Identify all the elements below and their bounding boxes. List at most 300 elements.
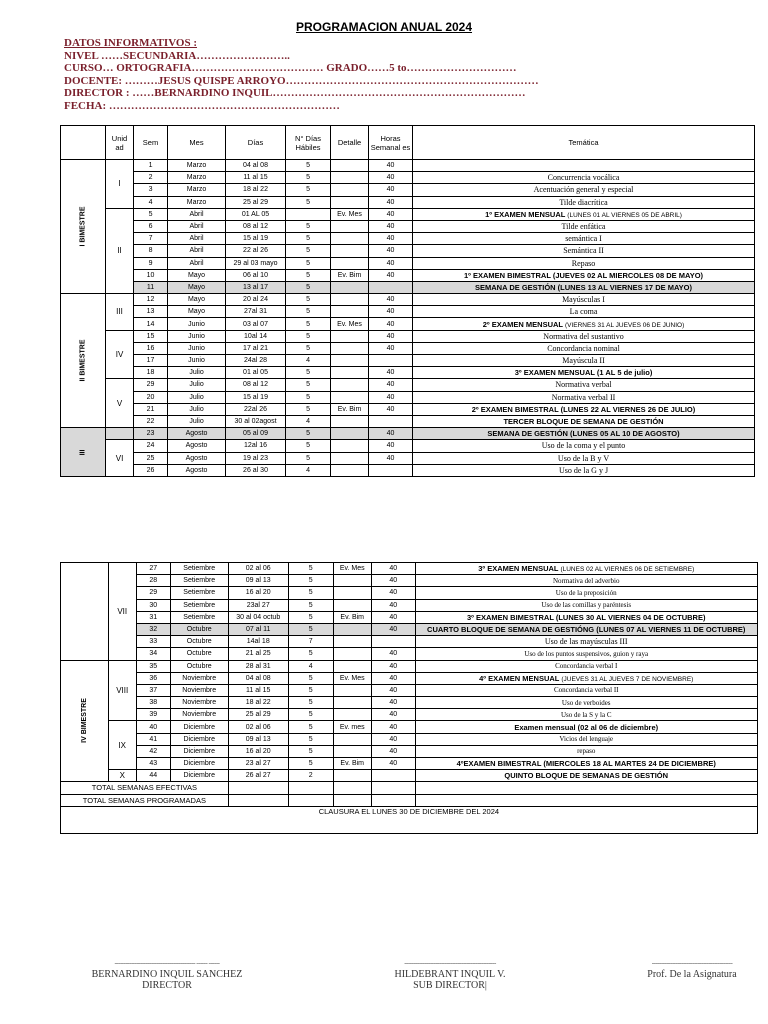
- cell-hab: 5: [288, 623, 333, 635]
- cell-sem: 3: [134, 184, 168, 196]
- cell-hab: 7: [288, 636, 333, 648]
- cell-mes: Mayo: [168, 269, 226, 281]
- cell-mes: Diciembre: [170, 745, 228, 757]
- table-row: [61, 184, 755, 196]
- cell-det: [333, 745, 371, 757]
- cell-dias: 05 al 09: [226, 428, 286, 440]
- cell-tematica: Uso de la S y la C: [415, 709, 757, 721]
- cell-det: [331, 257, 369, 269]
- table-row: [61, 342, 755, 354]
- cell-hrs: [369, 355, 413, 367]
- cell-tematica: Normativa del sustantivo: [413, 330, 755, 342]
- table-row: [61, 709, 758, 721]
- bimestre-cell: II BIMESTRE: [61, 294, 106, 428]
- cell-dias: 04 al 08: [228, 672, 288, 684]
- signature-director: -------------------------------------------- ------ ------ BERNARDINO INQUIL SANCHEZ DIRECTOR: [91, 959, 243, 991]
- cell-dias: 22 al 26: [226, 245, 286, 257]
- table-row: [61, 172, 755, 184]
- cell-hrs: [369, 415, 413, 427]
- header-dias: Días: [226, 126, 286, 160]
- cell-hrs: 40: [371, 745, 415, 757]
- cell-hrs: 40: [371, 733, 415, 745]
- cell-sem: 2: [134, 172, 168, 184]
- cell-sem: 29: [134, 379, 168, 391]
- cell-mes: Setiembre: [170, 587, 228, 599]
- cell-hrs: 40: [371, 563, 415, 575]
- cell-tematica: Acentuación general y especial: [413, 184, 755, 196]
- cell-mes: Marzo: [168, 160, 226, 172]
- cell-hrs: 40: [371, 672, 415, 684]
- unidad-cell: I: [106, 160, 134, 209]
- empty-cell: [288, 782, 333, 794]
- cell-mes: Setiembre: [170, 599, 228, 611]
- cell-dias: 11 al 15: [228, 684, 288, 696]
- cell-mes: Junio: [168, 342, 226, 354]
- cell-hrs: 40: [369, 452, 413, 464]
- cell-hrs: 40: [369, 403, 413, 415]
- signature-profesor: -------------------------------------------- Prof. De la Asignatura: [647, 959, 737, 980]
- cell-det: [331, 184, 369, 196]
- cell-hrs: 40: [369, 233, 413, 245]
- cell-mes: Julio: [168, 403, 226, 415]
- cell-hab: 5: [286, 269, 331, 281]
- cell-sem: 9: [134, 257, 168, 269]
- cell-dias: 19 al 23: [226, 452, 286, 464]
- cell-sem: 6: [134, 220, 168, 232]
- cell-det: [331, 294, 369, 306]
- cell-tematica: TERCER BLOQUE DE SEMANA DE GESTIÓN: [413, 415, 755, 427]
- cell-tematica: Tilde enfática: [413, 220, 755, 232]
- cell-tematica: Uso de la B y V: [413, 452, 755, 464]
- cell-tematica: 2º EXAMEN BIMESTRAL (LUNES 22 AL VIERNES 26 DE JULIO): [413, 403, 755, 415]
- unidad-cell: IX: [108, 721, 136, 770]
- cell-mes: Abril: [168, 233, 226, 245]
- cell-sem: 18: [134, 367, 168, 379]
- cell-sem: 17: [134, 355, 168, 367]
- cell-hab: 5: [286, 257, 331, 269]
- cell-det: [333, 770, 371, 782]
- cell-dias: 30 al 04 octub: [228, 611, 288, 623]
- cell-hab: 5: [286, 281, 331, 293]
- cell-mes: Mayo: [168, 294, 226, 306]
- cell-dias: 06 al 10: [226, 269, 286, 281]
- unidad-cell: VIII: [108, 660, 136, 721]
- cell-hrs: 40: [369, 172, 413, 184]
- cell-hab: 5: [288, 672, 333, 684]
- cell-mes: Setiembre: [170, 575, 228, 587]
- cell-dias: 09 al 13: [228, 733, 288, 745]
- cell-det: [331, 220, 369, 232]
- cell-mes: Diciembre: [170, 721, 228, 733]
- cell-hab: 5: [288, 599, 333, 611]
- cell-hab: 5: [286, 403, 331, 415]
- table-row: [61, 464, 755, 476]
- cell-hrs: 40: [371, 648, 415, 660]
- cell-tematica: Uso de los puntos suspensivos, guion y raya: [415, 648, 757, 660]
- table-row: [61, 257, 755, 269]
- cell-hrs: [369, 281, 413, 293]
- cell-hab: 5: [286, 440, 331, 452]
- cell-mes: Noviembre: [170, 684, 228, 696]
- cell-tematica: Concordancia verbal II: [415, 684, 757, 696]
- cell-tematica: La coma: [413, 306, 755, 318]
- cell-hab: 5: [286, 160, 331, 172]
- table-row: [61, 196, 755, 208]
- cell-dias: 23al 27: [228, 599, 288, 611]
- empty-cell: [333, 782, 371, 794]
- table-row: [61, 636, 758, 648]
- cell-det: [333, 587, 371, 599]
- cell-hrs: 40: [371, 599, 415, 611]
- cell-hab: 5: [288, 697, 333, 709]
- clausura-text: CLAUSURA EL LUNES 30 DE DICIEMBRE DEL 2024: [61, 806, 758, 833]
- cell-hab: 5: [286, 318, 331, 330]
- cell-hab: 5: [288, 563, 333, 575]
- cell-mes: Marzo: [168, 172, 226, 184]
- cell-tematica: Concordancia nominal: [413, 342, 755, 354]
- cell-sem: 29: [136, 587, 170, 599]
- unidad-cell: X: [108, 770, 136, 782]
- cell-tematica: 4ºEXAMEN BIMESTRAL (MIERCOLES 18 AL MARTES 24 DE DICIEMBRE): [415, 758, 757, 770]
- cell-dias: 07 al 11: [228, 623, 288, 635]
- cell-tematica: 3º EXAMEN MENSUAL (LUNES 02 AL VIERNES 06 DE SETIEMBRE): [415, 563, 757, 575]
- cell-hrs: 40: [369, 440, 413, 452]
- cell-tematica: SEMANA DE GESTIÓN (LUNES 05 AL 10 DE AGOSTO): [413, 428, 755, 440]
- cell-sem: 13: [134, 306, 168, 318]
- cell-det: [331, 367, 369, 379]
- cell-tematica: Normativa verbal II: [413, 391, 755, 403]
- cell-det: Ev. Mes: [331, 208, 369, 220]
- cell-sem: 21: [134, 403, 168, 415]
- schedule-table-1: [60, 125, 755, 477]
- cell-dias: 22al 26: [226, 403, 286, 415]
- cell-det: [333, 648, 371, 660]
- cell-sem: 7: [134, 233, 168, 245]
- info-docente: DOCENTE: ………JESUS QUISPE ARROYO……………………………………………………………: [64, 74, 539, 87]
- cell-sem: 30: [136, 599, 170, 611]
- bimestre-cell: IV BIMESTRE: [61, 660, 109, 782]
- table-row: [61, 648, 758, 660]
- cell-dias: 16 al 20: [228, 587, 288, 599]
- cell-dias: 01 al 05: [226, 367, 286, 379]
- cell-det: [333, 575, 371, 587]
- cell-dias: 29 al 03 mayo: [226, 257, 286, 269]
- cell-hab: 5: [286, 306, 331, 318]
- total-programadas-row: [61, 794, 758, 806]
- cell-det: Ev. Mes: [331, 318, 369, 330]
- cell-mes: Mayo: [168, 281, 226, 293]
- cell-sem: 27: [136, 563, 170, 575]
- cell-det: [331, 428, 369, 440]
- cell-hrs: 40: [371, 587, 415, 599]
- cell-hrs: 40: [369, 367, 413, 379]
- cell-hab: 5: [286, 294, 331, 306]
- cell-det: [331, 415, 369, 427]
- cell-tematica: Repaso: [413, 257, 755, 269]
- cell-sem: 31: [136, 611, 170, 623]
- cell-sem: 44: [136, 770, 170, 782]
- cell-dias: 14al 18: [228, 636, 288, 648]
- cell-mes: Julio: [168, 391, 226, 403]
- cell-hrs: 40: [369, 245, 413, 257]
- cell-mes: Agosto: [168, 428, 226, 440]
- cell-mes: Julio: [168, 367, 226, 379]
- table-row: [61, 330, 755, 342]
- cell-mes: Junio: [168, 355, 226, 367]
- cell-sem: 40: [136, 721, 170, 733]
- table-row: [61, 367, 755, 379]
- cell-mes: Abril: [168, 220, 226, 232]
- table-row: [61, 428, 755, 440]
- table-row: [61, 318, 755, 330]
- cell-mes: Noviembre: [170, 697, 228, 709]
- cell-sem: 5: [134, 208, 168, 220]
- cell-det: [333, 599, 371, 611]
- cell-sem: 15: [134, 330, 168, 342]
- cell-sem: 10: [134, 269, 168, 281]
- cell-mes: Octubre: [170, 648, 228, 660]
- cell-mes: Setiembre: [170, 611, 228, 623]
- header-horas: Horas Semanal es: [369, 126, 413, 160]
- cell-hrs: [369, 464, 413, 476]
- cell-mes: Agosto: [168, 464, 226, 476]
- table-row: [61, 452, 755, 464]
- cell-dias: 18 al 22: [228, 697, 288, 709]
- cell-hrs: 40: [371, 697, 415, 709]
- cell-det: [331, 464, 369, 476]
- table-row: [61, 306, 755, 318]
- cell-mes: Marzo: [168, 184, 226, 196]
- cell-mes: Octubre: [170, 660, 228, 672]
- cell-tematica: Concordancia verbal I: [415, 660, 757, 672]
- cell-dias: 01 AL 05: [226, 208, 286, 220]
- header-detalle: Detalle: [331, 126, 369, 160]
- total-efectivas-label: TOTAL SEMANAS EFECTIVAS: [61, 782, 229, 794]
- cell-hab: 2: [288, 770, 333, 782]
- cell-dias: 20 al 24: [226, 294, 286, 306]
- cell-hab: 4: [288, 660, 333, 672]
- cell-hrs: 40: [371, 611, 415, 623]
- cell-hab: [286, 208, 331, 220]
- cell-hrs: 40: [371, 709, 415, 721]
- cell-mes: Noviembre: [170, 709, 228, 721]
- cell-hrs: 40: [369, 379, 413, 391]
- unidad-cell: IV: [106, 330, 134, 379]
- table-row: [61, 440, 755, 452]
- table-row: [61, 355, 755, 367]
- cell-sem: 26: [134, 464, 168, 476]
- cell-tematica: Mayúsculas I: [413, 294, 755, 306]
- cell-sem: 32: [136, 623, 170, 635]
- table-row: [61, 208, 755, 220]
- cell-mes: Abril: [168, 257, 226, 269]
- cell-mes: Julio: [168, 415, 226, 427]
- header-dias-habiles: N° Días Hábiles: [286, 126, 331, 160]
- cell-det: [333, 733, 371, 745]
- cell-mes: Abril: [168, 208, 226, 220]
- table-row: [61, 684, 758, 696]
- info-nivel: NIVEL ……SECUNDARIA……………………..: [64, 49, 290, 62]
- cell-tematica: Uso de la G y J: [413, 464, 755, 476]
- cell-mes: Mayo: [168, 306, 226, 318]
- cell-hrs: 40: [371, 575, 415, 587]
- cell-tematica: Uso de las mayúsculas III: [415, 636, 757, 648]
- bimestre-cell: III: [61, 428, 106, 477]
- cell-hab: 5: [286, 452, 331, 464]
- cell-det: [333, 623, 371, 635]
- cell-dias: 02 al 06: [228, 563, 288, 575]
- empty-cell: [415, 782, 757, 794]
- cell-tematica: Uso de la preposición: [415, 587, 757, 599]
- cell-dias: 08 al 12: [226, 220, 286, 232]
- cell-dias: 27al 31: [226, 306, 286, 318]
- cell-tematica: Uso de verboides: [415, 697, 757, 709]
- cell-sem: 38: [136, 697, 170, 709]
- cell-det: [333, 697, 371, 709]
- cell-dias: 23 al 27: [228, 758, 288, 770]
- table-row: [61, 697, 758, 709]
- cell-hab: 5: [288, 745, 333, 757]
- table-row: [61, 745, 758, 757]
- cell-hab: 5: [286, 233, 331, 245]
- table-row: [61, 758, 758, 770]
- cell-hrs: [371, 770, 415, 782]
- cell-tematica: [413, 160, 755, 172]
- cell-det: [331, 355, 369, 367]
- cell-tematica: Mayúscula II: [413, 355, 755, 367]
- cell-dias: 03 al 07: [226, 318, 286, 330]
- cell-tematica: Tilde diacrítica: [413, 196, 755, 208]
- cell-dias: 17 al 21: [226, 342, 286, 354]
- cell-mes: Diciembre: [170, 758, 228, 770]
- cell-dias: 26 al 27: [228, 770, 288, 782]
- cell-det: Ev. Bim: [331, 403, 369, 415]
- cell-mes: Junio: [168, 318, 226, 330]
- unidad-cell: III: [106, 294, 134, 331]
- cell-sem: 24: [134, 440, 168, 452]
- cell-det: [333, 684, 371, 696]
- unidad-cell: [106, 428, 134, 440]
- table-row: [61, 672, 758, 684]
- table-row: [61, 403, 755, 415]
- header-bimestre: [61, 126, 106, 160]
- cell-hab: 4: [286, 355, 331, 367]
- cell-dias: 13 al 17: [226, 281, 286, 293]
- cell-det: [331, 306, 369, 318]
- cell-mes: Noviembre: [170, 672, 228, 684]
- table-row: [61, 415, 755, 427]
- cell-tematica: 3º EXAMEN MENSUAL (1 AL 5 de julio): [413, 367, 755, 379]
- cell-dias: 11 al 15: [226, 172, 286, 184]
- cell-tematica: 3º EXAMEN BIMESTRAL (LUNES 30 AL VIERNES 04 DE OCTUBRE): [415, 611, 757, 623]
- cell-hrs: 40: [369, 220, 413, 232]
- cell-hab: 5: [286, 196, 331, 208]
- cell-hab: 4: [286, 464, 331, 476]
- unidad-cell: VI: [106, 440, 134, 477]
- cell-dias: 15 al 19: [226, 391, 286, 403]
- document-title: PROGRAMACION ANUAL 2024: [295, 20, 473, 34]
- cell-tematica: 1º EXAMEN BIMESTRAL (JUEVES 02 AL MIERCOLES 08 DE MAYO): [413, 269, 755, 281]
- cell-hrs: 40: [369, 342, 413, 354]
- cell-dias: 04 al 08: [226, 160, 286, 172]
- cell-hrs: 40: [369, 257, 413, 269]
- cell-dias: 21 al 25: [228, 648, 288, 660]
- cell-det: Ev. Bim: [333, 611, 371, 623]
- table-row: [61, 391, 755, 403]
- cell-sem: 43: [136, 758, 170, 770]
- cell-mes: Agosto: [168, 452, 226, 464]
- info-heading: DATOS INFORMATIVOS :: [64, 37, 198, 49]
- empty-cell: [415, 794, 757, 806]
- cell-hab: 5: [286, 245, 331, 257]
- cell-det: [331, 330, 369, 342]
- cell-dias: 10al 14: [226, 330, 286, 342]
- cell-tematica: SEMANA DE GESTIÓN (LUNES 13 AL VIERNES 17 DE MAYO): [413, 281, 755, 293]
- cell-hab: 4: [286, 415, 331, 427]
- cell-tematica: Normativa del adverbio: [415, 575, 757, 587]
- cell-hab: 5: [286, 428, 331, 440]
- cell-sem: 25: [134, 452, 168, 464]
- cell-mes: Julio: [168, 379, 226, 391]
- table-row: [61, 294, 755, 306]
- table-row: [61, 563, 758, 575]
- cell-det: Ev. Mes: [333, 563, 371, 575]
- cell-mes: Diciembre: [170, 733, 228, 745]
- info-block: [64, 37, 539, 112]
- cell-hab: 5: [288, 709, 333, 721]
- cell-dias: 26 al 30: [226, 464, 286, 476]
- cell-hrs: 40: [369, 294, 413, 306]
- cell-sem: 37: [136, 684, 170, 696]
- schedule-table-2: [60, 562, 758, 834]
- cell-det: Ev. Mes: [333, 672, 371, 684]
- cell-hrs: 40: [371, 758, 415, 770]
- cell-dias: 12al 16: [226, 440, 286, 452]
- total-efectivas-row: [61, 782, 758, 794]
- table-row: [61, 220, 755, 232]
- cell-dias: 24al 28: [226, 355, 286, 367]
- header-sem: Sem: [134, 126, 168, 160]
- cell-sem: 4: [134, 196, 168, 208]
- cell-sem: 8: [134, 245, 168, 257]
- cell-tematica: Concurrencia vocálica: [413, 172, 755, 184]
- unidad-cell: II: [106, 208, 134, 293]
- cell-det: [331, 452, 369, 464]
- cell-hab: 5: [288, 733, 333, 745]
- cell-hrs: 40: [369, 306, 413, 318]
- info-curso: CURSO… ORTOGRAFIA……………………………… GRADO……5 to…………………………: [64, 62, 517, 74]
- cell-dias: 15 al 19: [226, 233, 286, 245]
- cell-dias: 25 al 29: [228, 709, 288, 721]
- cell-det: Ev. Bim: [331, 269, 369, 281]
- cell-sem: 1: [134, 160, 168, 172]
- cell-det: [331, 196, 369, 208]
- cell-hrs: 40: [369, 330, 413, 342]
- header-tematica: Temática: [413, 126, 755, 160]
- empty-cell: [228, 782, 288, 794]
- cell-sem: 20: [134, 391, 168, 403]
- cell-dias: 02 al 06: [228, 721, 288, 733]
- cell-sem: 42: [136, 745, 170, 757]
- header-unidad: Unid ad: [106, 126, 134, 160]
- cell-det: [331, 160, 369, 172]
- empty-cell: [371, 782, 415, 794]
- cell-hab: 5: [288, 721, 333, 733]
- cell-hrs: 40: [369, 391, 413, 403]
- cell-hab: 5: [286, 342, 331, 354]
- cell-tematica: Uso de la coma y el punto: [413, 440, 755, 452]
- total-programadas-label: TOTAL SEMANAS PROGRAMADAS: [61, 794, 229, 806]
